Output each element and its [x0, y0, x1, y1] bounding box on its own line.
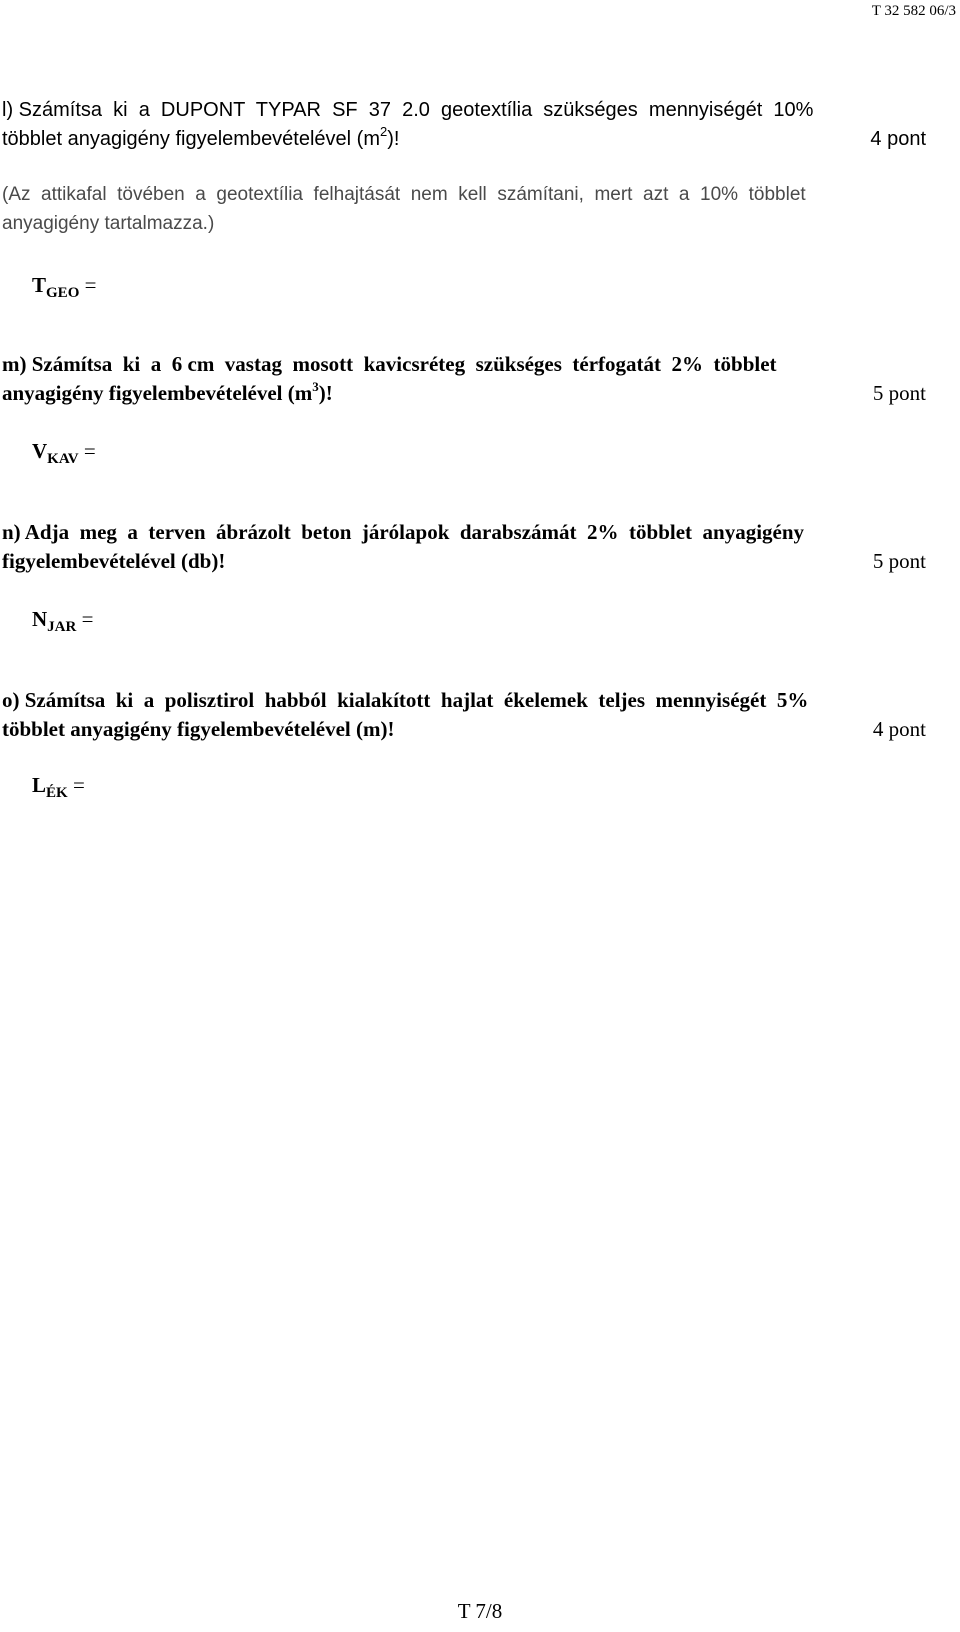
answer-m-equals: = [78, 439, 96, 463]
task-l-line2-end: )! [387, 128, 400, 150]
task-l [2, 96, 928, 154]
answer-l-symbol: T [32, 273, 47, 297]
task-m-line1 [2, 350, 928, 379]
page-number: T 7/8 [457, 1599, 503, 1623]
answer-o-subscript: ÉK [46, 785, 68, 801]
task-n-points: 5 pont [872, 549, 926, 573]
task-l-line2-text: többlet anyagigény figyelembevételével (m [2, 128, 380, 150]
document-code: T 32 582 06/3 [871, 3, 956, 19]
task-n-line2 [2, 547, 928, 576]
answer-m [32, 438, 96, 472]
task-o-line1-text: o) Számítsa ki a polisztirol habból kialakított hajlat ékelemek teljes mennyiségét 5% [2, 688, 809, 712]
answer-n-symbol: N [32, 607, 48, 631]
task-l-note-line1-text: (Az attikafal tövében a geotextília felhajtását nem kell számítani, mert azt a 10% többlet [2, 184, 806, 205]
task-l-line1-text: l) Számítsa ki a DUPONT TYPAR SF 37 2.0 geotextília szükséges mennyiségét 10% [2, 99, 814, 121]
task-o-line2 [2, 715, 928, 744]
task-o-points: 4 pont [872, 717, 926, 741]
task-m [2, 350, 928, 408]
task-l-line2 [2, 125, 928, 154]
task-m-line2-text: anyagigény figyelembevételével (m [2, 381, 313, 405]
answer-m-symbol: V [32, 439, 48, 463]
task-m-line2-end: )! [318, 381, 333, 405]
answer-o-symbol: L [32, 773, 47, 797]
task-l-note-line1 [2, 180, 928, 209]
task-o-line2-text: többlet anyagigény figyelembevételével (m)! [2, 717, 395, 741]
task-m-points: 5 pont [872, 381, 926, 405]
task-l-note-line2-text: anyagigény tartalmazza.) [2, 213, 215, 234]
task-l-note [2, 180, 928, 238]
task-o-line1 [2, 686, 928, 715]
answer-n-subscript: JAR [47, 619, 77, 635]
answer-o [32, 772, 85, 806]
task-m-line2-sup: 3 [312, 379, 319, 394]
answer-n-equals: = [76, 607, 94, 631]
task-n-line1 [2, 518, 928, 547]
task-n-line2-text: figyelembevételével (db)! [2, 549, 226, 573]
task-o [2, 686, 928, 744]
answer-l [32, 272, 96, 306]
answer-m-subscript: KAV [47, 451, 79, 467]
answer-l-equals: = [79, 273, 97, 297]
answer-o-equals: = [67, 773, 85, 797]
task-l-line1 [2, 96, 928, 125]
task-m-line2 [2, 379, 928, 408]
task-n-line1-text: n) Adja meg a terven ábrázolt beton járólapok darabszámát 2% többlet anyagigény [2, 520, 805, 544]
task-l-note-line2 [2, 209, 928, 238]
answer-n [32, 606, 93, 640]
task-n [2, 518, 928, 576]
task-l-line2-sup: 2 [380, 124, 388, 139]
task-l-points: 4 pont [870, 128, 926, 150]
task-m-line1-text: m) Számítsa ki a 6 cm vastag mosott kavicsréteg szükséges térfogatát 2% többlet [2, 352, 777, 376]
answer-l-subscript: GEO [46, 285, 80, 301]
